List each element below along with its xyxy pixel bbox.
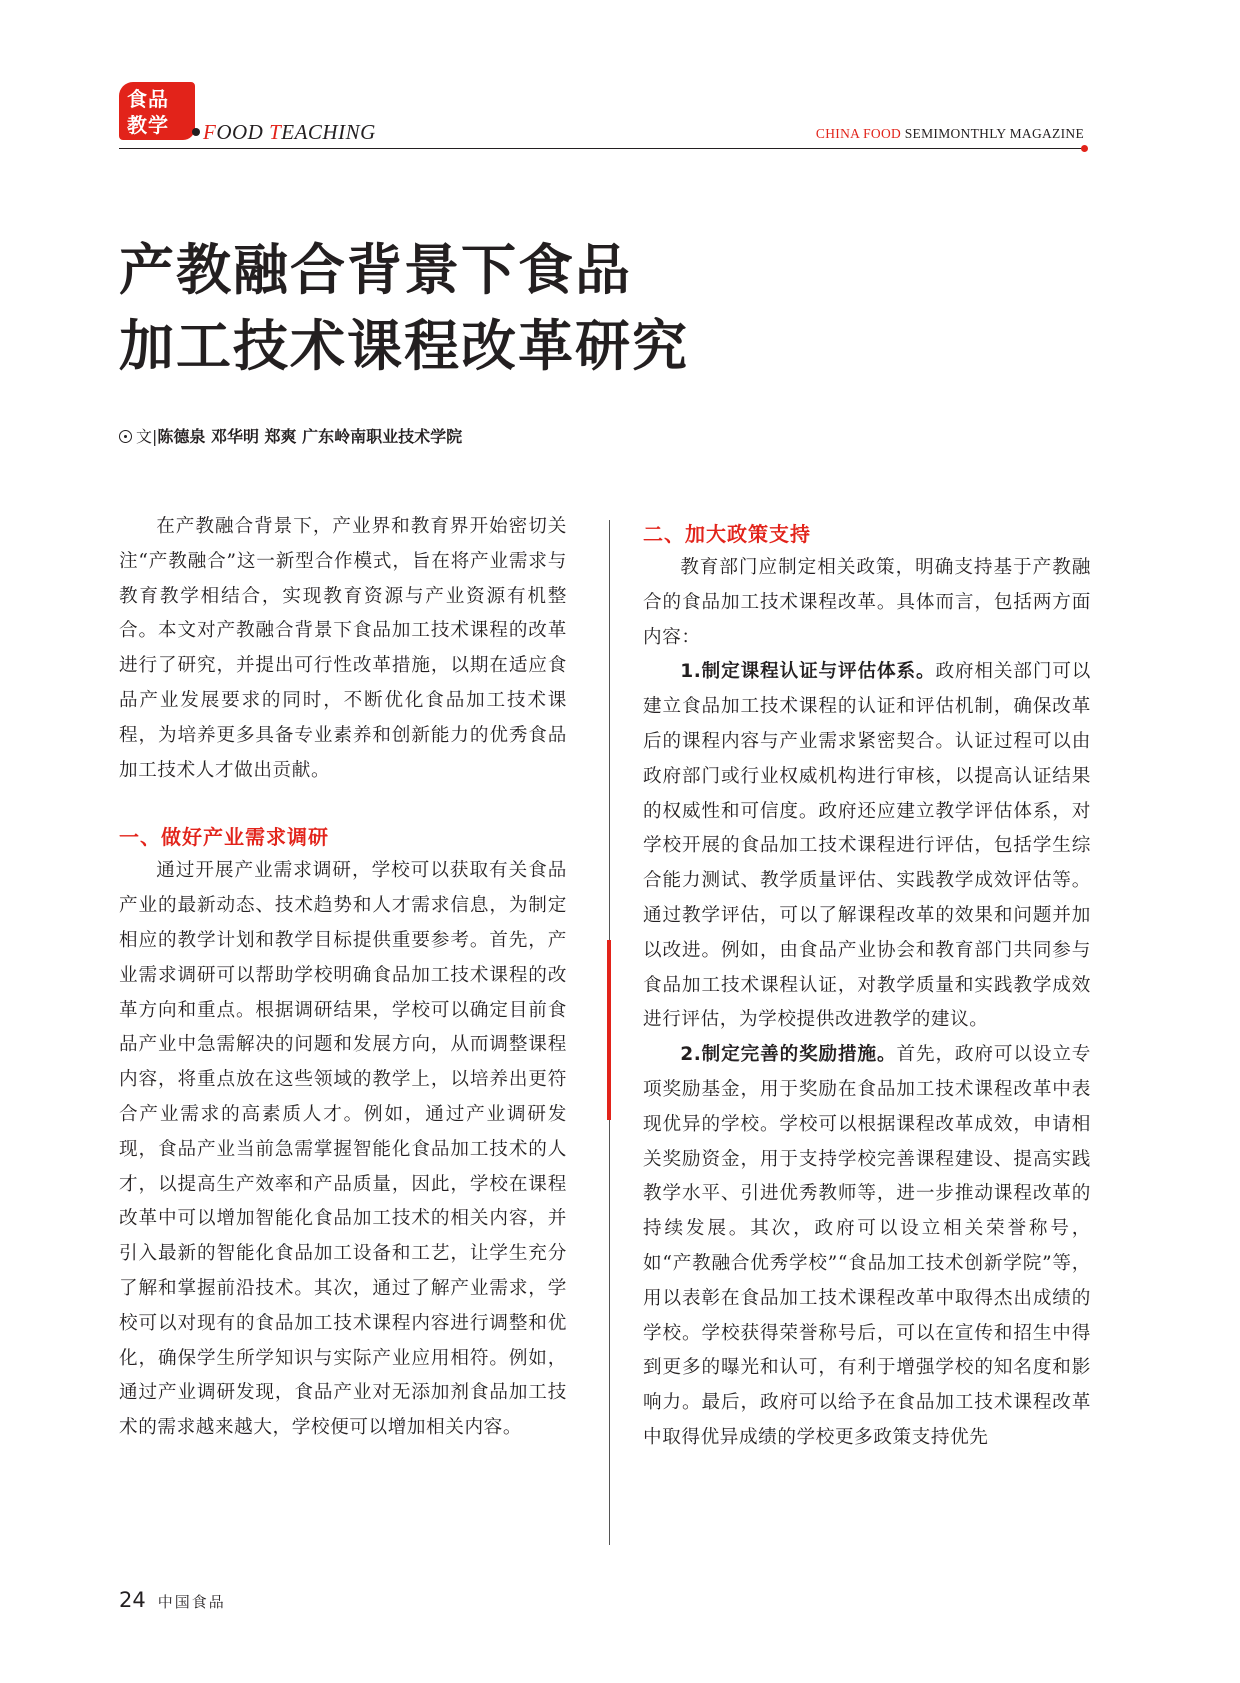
section2-intro: 教育部门应制定相关政策，明确支持基于产教融合的食品加工技术课程改革。具体而言，包括两方面内容： xyxy=(643,557,1091,648)
section-name-initial-f: F xyxy=(203,120,217,144)
subsection1-title: 1.制定课程认证与评估体系。 xyxy=(680,661,936,683)
column-divider-accent xyxy=(607,940,611,1120)
badge-line2: 教学 xyxy=(127,113,169,137)
magazine-name xyxy=(816,126,1084,142)
header-rule xyxy=(119,148,1084,149)
subsection2-title: 2.制定完善的奖励措施。 xyxy=(680,1044,897,1066)
subsection2 xyxy=(643,1038,1091,1456)
section-name xyxy=(203,120,376,145)
section-name-rest-2: EACHING xyxy=(281,120,376,144)
section2-heading: 二、加大政策支持 xyxy=(643,522,811,546)
section-name-initial-t: T xyxy=(269,120,282,144)
section-name-rest-1: OOD xyxy=(216,120,270,144)
badge-line1: 食品 xyxy=(127,87,169,111)
section-badge xyxy=(119,82,195,140)
magazine-name-rest: SEMIMONTHLY MAGAZINE xyxy=(901,126,1084,141)
page-footer xyxy=(119,1588,226,1612)
footer-magazine: 中国食品 xyxy=(157,1593,226,1611)
section1-body: 通过开展产业需求调研，学校可以获取有关食品产业的最新动态、技术趋势和人才需求信息，为制定相应的教学计划和教学目标提供重要参考。首先，产业需求调研可以帮助学校明确食品加工技术课程的改革方向和重点。根据调研结果，学校可以确定目前食品产业中急需解决的问题和发展方向，从而调整课程内容，将重点放在这些领域的教学上，以培养出更符合产业需求的高素质人才。例如，通过产业调研发现，食品产业当前急需掌握智能化食品加工技术的人才，以提高生产效率和产品质量，因此，学校在课程改革中可以增加智能化食品加工技术的相关内容，并引入最新的智能化食品加工设备和工艺，让学生充分了解和掌握前沿技术。其次，通过了解产业需求，学校可以对现有的食品加工技术课程内容进行调整和优化，确保学生所学知识与实际产业应用相符。例如，通过产业调研发现，食品产业对无添加剂食品加工技术的需求越来越大，学校便可以增加相关内容。 xyxy=(119,860,567,1439)
article-title xyxy=(119,232,1019,384)
byline-label: 文| xyxy=(136,427,158,446)
badge-dot xyxy=(192,128,200,136)
section1-heading: 一、做好产业需求调研 xyxy=(119,825,329,850)
magazine-name-red: CHINA FOOD xyxy=(815,126,902,141)
bullet-circle-icon xyxy=(119,430,132,443)
page-header xyxy=(119,82,1090,152)
page-number: 24 xyxy=(119,1588,146,1612)
right-column xyxy=(643,517,1091,1456)
byline-authors: 陈德泉 邓华明 郑爽 广东岭南职业技术学院 xyxy=(157,427,463,446)
header-rule-dot xyxy=(1081,145,1088,152)
title-line1: 产教融合背景下食品 xyxy=(119,238,633,302)
subsection2-body: 首先，政府可以设立专项奖励基金，用于奖励在食品加工技术课程改革中表现优异的学校。学校可以根据课程改革成效，申请相关奖励资金，用于支持学校完善课程建设、提高实践教学水平、引进优秀教师等，进一步推动课程改革的持续发展。其次，政府可以设立相关荣誉称号，如“产教融合优秀学校”“食品加工技术创新学院”等，用以表彰在食品加工技术课程改革中取得杰出成绩的学校。学校获得荣誉称号后，可以在宣传和招生中得到更多的曝光和认可，有利于增强学校的知名度和影响力。最后，政府可以给予在食品加工技术课程改革中取得优异成绩的学校更多政策支持优先 xyxy=(643,1044,1091,1448)
subsection1-body: 政府相关部门可以建立食品加工技术课程的认证和评估机制，确保改革后的课程内容与产业需求紧密契合。认证过程可以由政府部门或行业权威机构进行审核，以提高认证结果的权威性和可信度。政府还应建立教学评估体系，对学校开展的食品加工技术课程进行评估，包括学生综合能力测试、教学质量评估、实践教学成效评估等。通过教学评估，可以了解课程改革的效果和问题并加以改进。例如，由食品产业协会和教育部门共同参与食品加工技术课程认证，对教学质量和实践教学成效进行评估，为学校提供改进教学的建议。 xyxy=(643,661,1091,1031)
byline xyxy=(119,424,462,447)
subsection1 xyxy=(643,655,1091,1038)
intro-paragraph: 在产教融合背景下，产业界和教育界开始密切关注“产教融合”这一新型合作模式，旨在将产业需求与教育教学相结合，实现教育资源与产业资源有机整合。本文对产教融合背景下食品加工技术课程的改革进行了研究，并提出可行性改革措施，以期在适应食品产业发展要求的同时，不断优化食品加工技术课程，为培养更多具备专业素养和创新能力的优秀食品加工技术人才做出贡献。 xyxy=(119,516,567,781)
left-column xyxy=(119,510,567,1446)
title-line2: 加工技术课程改革研究 xyxy=(119,314,690,378)
